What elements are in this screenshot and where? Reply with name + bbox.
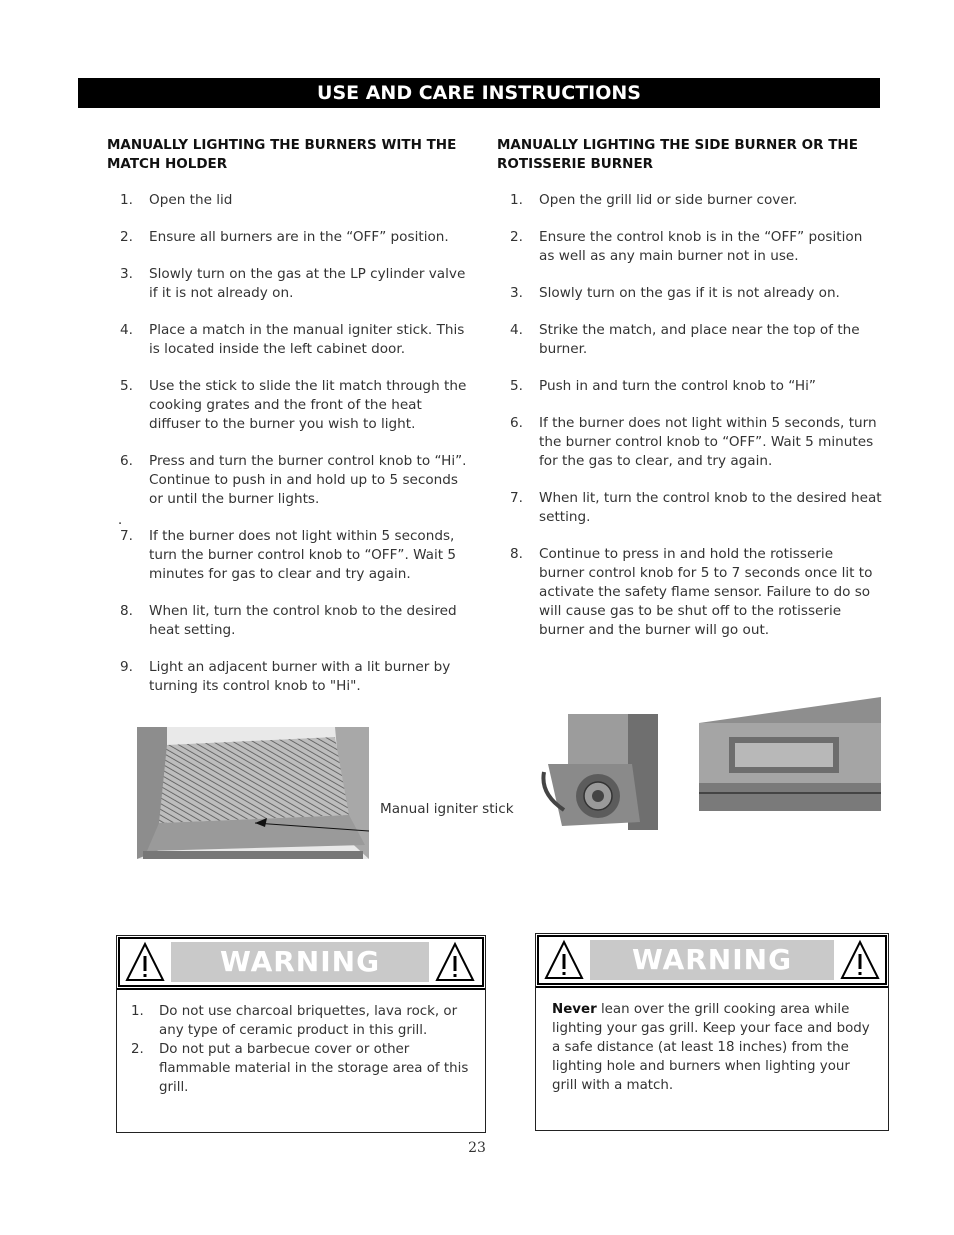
list-item-number: 5. bbox=[510, 378, 523, 394]
list-item-number: 2. bbox=[120, 229, 133, 245]
list-item-text: Use the stick to slide the lit match through the cooking grates and the front of the heat diffuser to the burner you wish to light. bbox=[149, 378, 467, 432]
list-item bbox=[497, 228, 882, 266]
list-item-number: 1. bbox=[510, 192, 523, 208]
list-item-number: 7. bbox=[510, 490, 523, 506]
list-item bbox=[107, 321, 472, 359]
list-item-text: Press and turn the burner control knob to “Hi”. Continue to push in and hold up to 5 seconds or until the burner lights. bbox=[149, 453, 467, 507]
side-burner-illustration bbox=[540, 714, 658, 830]
list-item-text: Ensure the control knob is in the “OFF” position as well as any main burner not in use. bbox=[539, 229, 863, 264]
list-item-number: 1. bbox=[131, 1004, 144, 1019]
list-item-text: Push in and turn the control knob to “Hi” bbox=[539, 378, 816, 394]
warning-title: WARNING bbox=[631, 943, 793, 976]
warning-box-lighting bbox=[535, 933, 889, 1131]
list-item-text: When lit, turn the control knob to the desired heat setting. bbox=[149, 603, 457, 638]
list-item-text: If the burner does not light within 5 seconds, turn the burner control knob to “OFF”. Wait 5 minutes for gas to clear and try again. bbox=[149, 528, 457, 582]
list-item bbox=[497, 191, 882, 210]
list-item-number: 1. bbox=[120, 192, 133, 208]
rotisserie-burner-illustration bbox=[699, 697, 881, 811]
list-item-number: 8. bbox=[510, 546, 523, 562]
list-item-text: When lit, turn the control knob to the desired heat setting. bbox=[539, 490, 882, 525]
list-item-number: 3. bbox=[120, 266, 133, 282]
right-column bbox=[497, 136, 882, 658]
list-item-text: Strike the match, and place near the top of the burner. bbox=[539, 322, 860, 357]
list-item-number: 2. bbox=[131, 1042, 144, 1057]
list-item-number: 2. bbox=[510, 229, 523, 245]
list-item-number: 6. bbox=[120, 453, 133, 469]
list-item bbox=[497, 377, 882, 396]
warning-text: lean over the grill cooking area while lighting your gas grill. Keep your face and body a safe distance (at least 18 inches) from the lighting hole and burners when lighting your grill with a match. bbox=[552, 1002, 870, 1093]
right-steps-list bbox=[497, 191, 882, 640]
list-item bbox=[107, 602, 472, 640]
list-item-text: If the burner does not light within 5 seconds, turn the burner control knob to “OFF”. Wait 5 minutes for the gas to clear, and try again. bbox=[539, 415, 877, 469]
right-heading: MANUALLY LIGHTING THE SIDE BURNER OR THE ROTISSERIE BURNER bbox=[497, 137, 858, 172]
list-item-number: 8. bbox=[120, 603, 133, 619]
warning-emphasis: Never bbox=[552, 1002, 597, 1017]
list-item-text: Slowly turn on the gas at the LP cylinder valve if it is not already on. bbox=[149, 266, 466, 301]
list-item-text: Do not use charcoal briquettes, lava rock, or any type of ceramic product in this grill. bbox=[159, 1004, 458, 1038]
list-item-text: Place a match in the manual igniter stick. This is located inside the left cabinet door. bbox=[149, 322, 465, 357]
list-item-text: Light an adjacent burner with a lit burner by turning its control knob to "Hi". bbox=[149, 659, 451, 694]
list-item bbox=[107, 228, 472, 247]
list-item bbox=[107, 265, 472, 303]
list-item bbox=[131, 1040, 471, 1097]
list-item bbox=[497, 545, 882, 640]
list-item bbox=[131, 1002, 471, 1040]
list-item-text: Open the grill lid or side burner cover. bbox=[539, 192, 798, 208]
list-item-number: 6. bbox=[510, 415, 523, 431]
list-item-number: 3. bbox=[510, 285, 523, 301]
list-item bbox=[107, 658, 472, 696]
warning-list bbox=[131, 1002, 471, 1097]
list-item bbox=[497, 489, 882, 527]
list-item-text: Open the lid bbox=[149, 192, 233, 208]
stray-mark: . bbox=[118, 513, 123, 528]
list-item-text: Continue to press in and hold the rotisserie burner control knob for 5 to 7 seconds once lit to activate the safety flame sensor. Failure to do so will cause gas to be shut off to the rotisserie burner and the burner will go out. bbox=[539, 546, 873, 638]
list-item-number: 9. bbox=[120, 659, 133, 675]
left-heading: MANUALLY LIGHTING THE BURNERS WITH THE MATCH HOLDER bbox=[107, 137, 457, 172]
list-item-number: 5. bbox=[120, 378, 133, 394]
list-item-number: 7. bbox=[120, 528, 133, 544]
list-item bbox=[497, 284, 882, 303]
list-item bbox=[497, 414, 882, 471]
list-item-text: Slowly turn on the gas if it is not already on. bbox=[539, 285, 840, 301]
left-steps-list bbox=[107, 191, 472, 696]
list-item-text: Do not put a barbecue cover or other flammable material in the storage area of this grill. bbox=[159, 1042, 469, 1095]
list-item bbox=[107, 377, 472, 434]
list-item-text: Ensure all burners are in the “OFF” position. bbox=[149, 229, 449, 245]
list-item-number: 4. bbox=[510, 322, 523, 338]
igniter-stick-label: Manual igniter stick bbox=[380, 801, 514, 817]
left-column bbox=[107, 136, 472, 714]
warning-header bbox=[117, 936, 485, 990]
list-item bbox=[107, 452, 472, 509]
warning-box-charcoal bbox=[116, 935, 486, 1133]
warning-header bbox=[536, 934, 888, 988]
page-number: 23 bbox=[468, 1140, 486, 1156]
grill-grate-illustration bbox=[137, 727, 369, 859]
list-item-number: 4. bbox=[120, 322, 133, 338]
list-item bbox=[497, 321, 882, 359]
list-item bbox=[107, 527, 472, 584]
warning-title: WARNING bbox=[219, 945, 381, 978]
list-item bbox=[107, 191, 472, 210]
section-banner: USE AND CARE INSTRUCTIONS bbox=[78, 78, 880, 108]
